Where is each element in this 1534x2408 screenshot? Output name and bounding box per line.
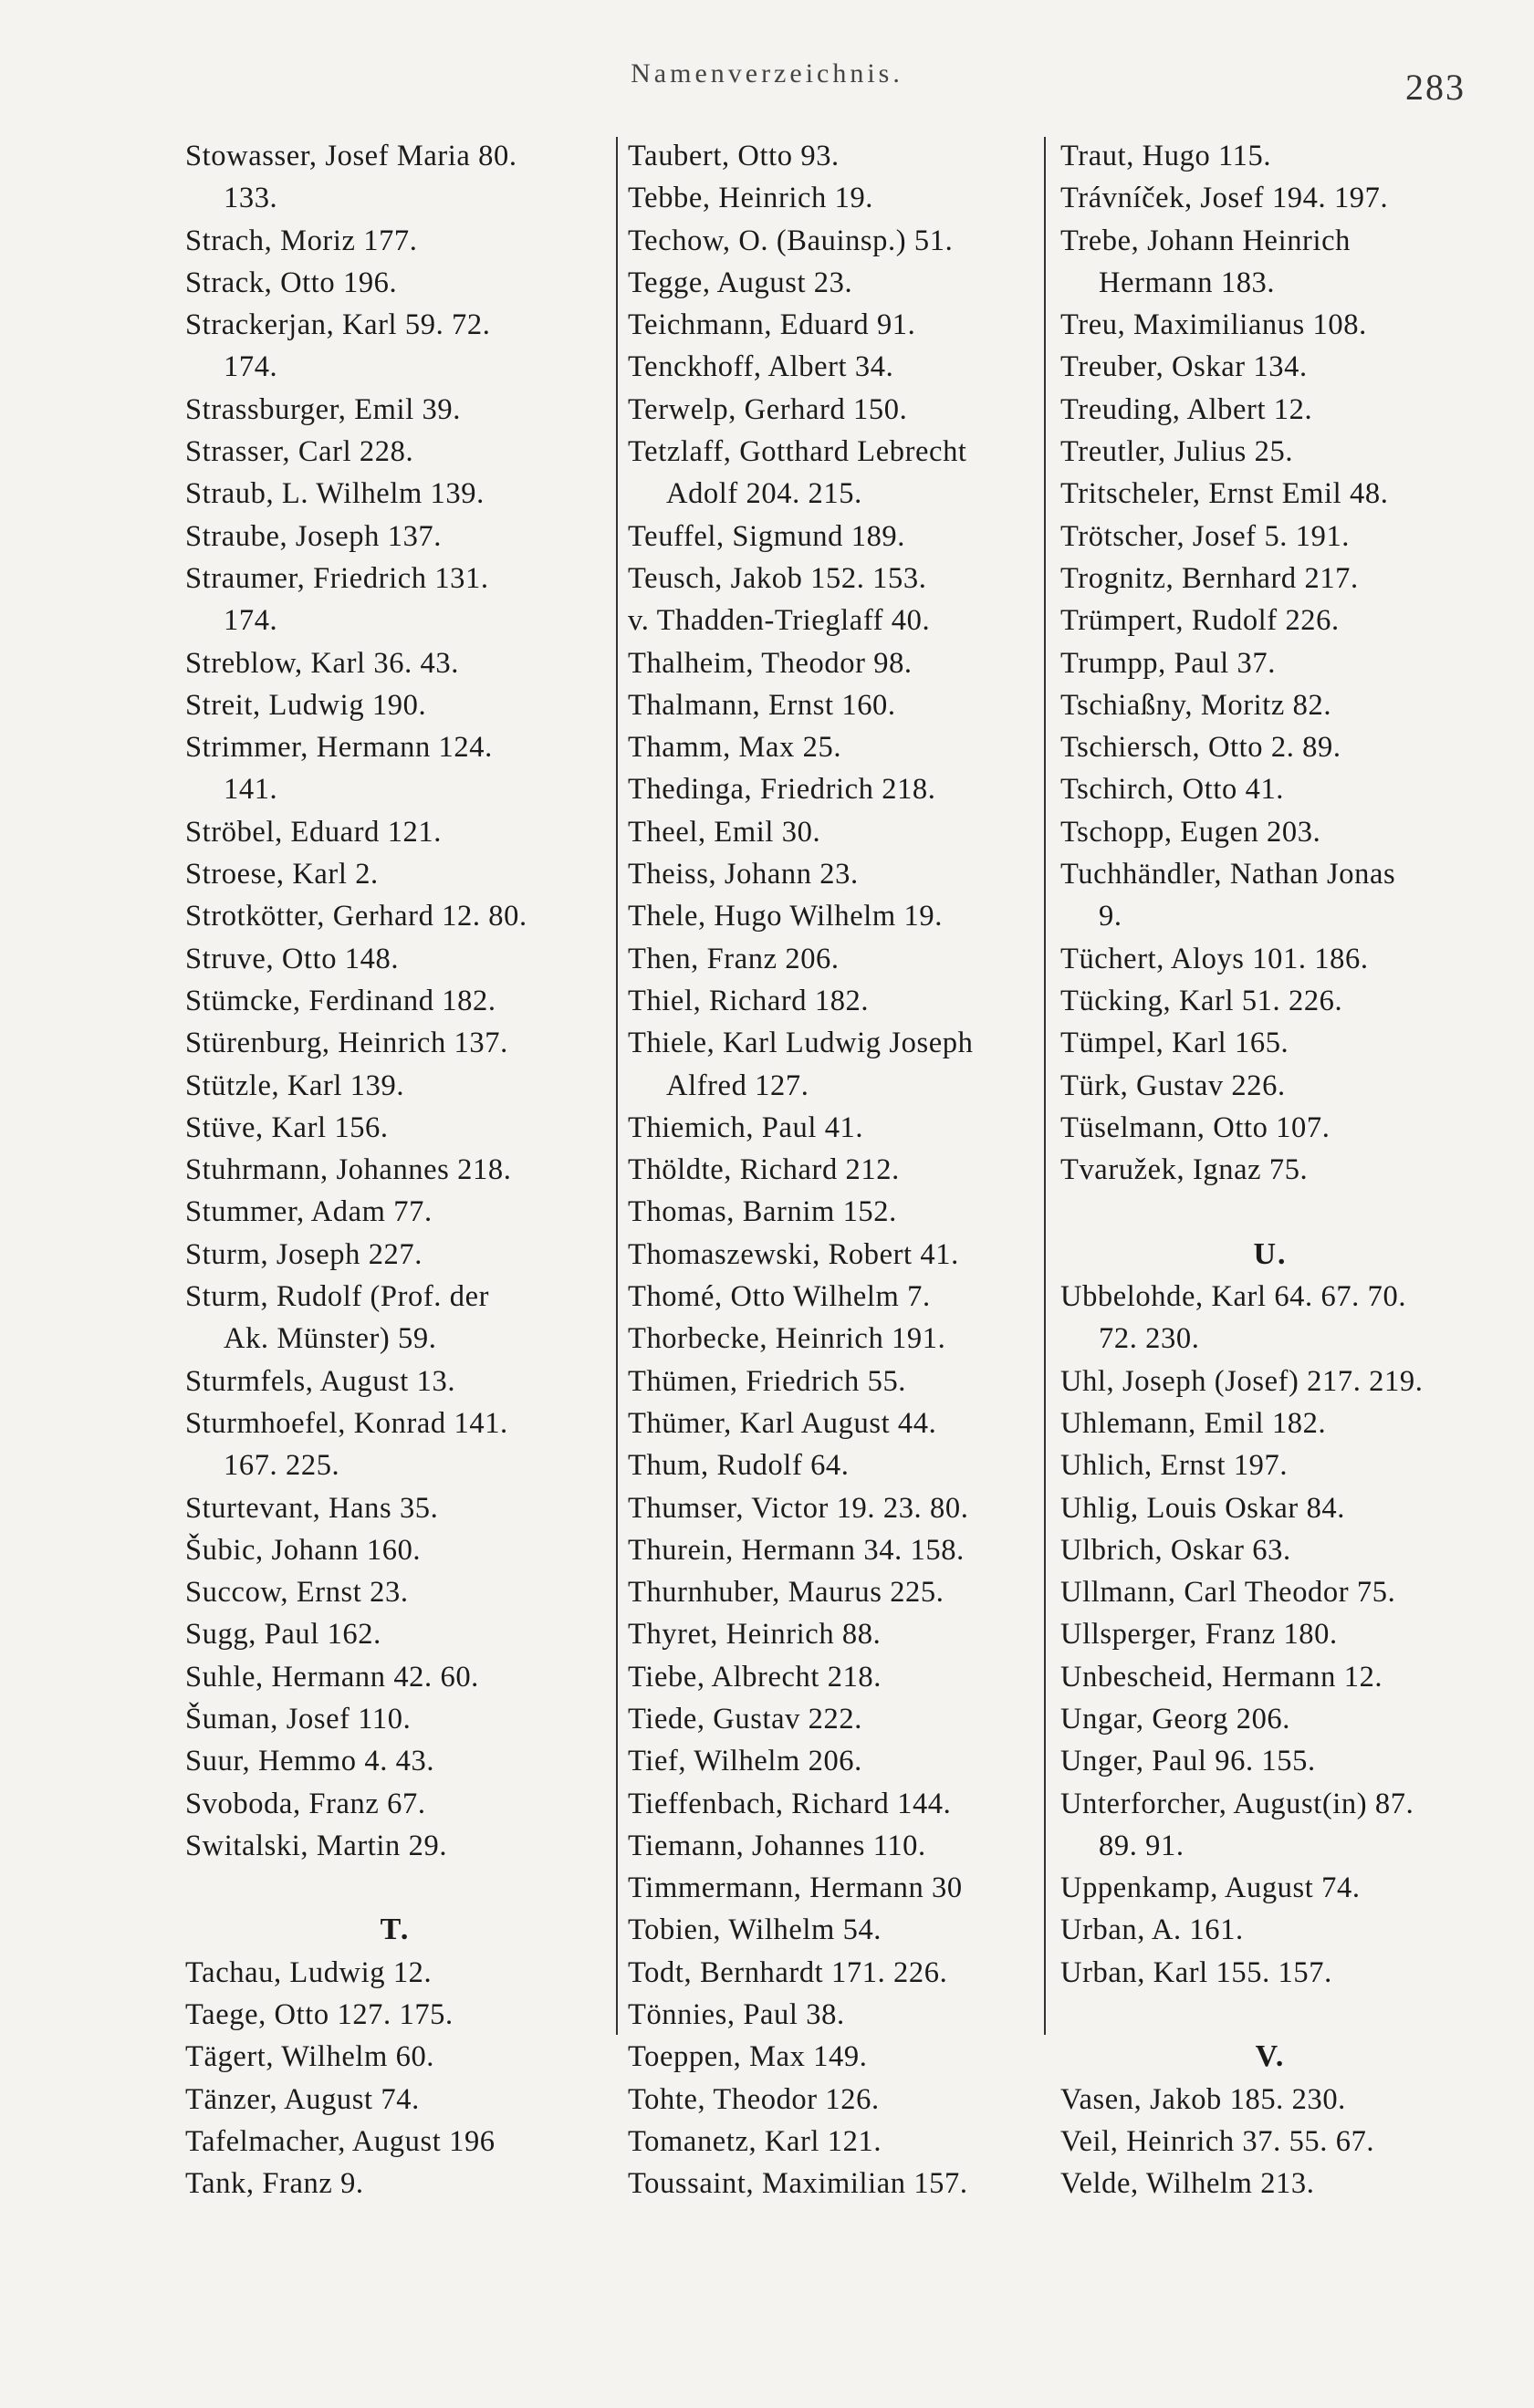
index-entry: Tafelmacher, August 196 xyxy=(185,2124,496,2158)
index-entry: v. Thadden-Trieglaff 40. xyxy=(628,604,931,638)
index-entry: Sturmhoefel, Konrad 141. xyxy=(185,1406,508,1440)
index-entry: Tiede, Gustav 222. xyxy=(628,1702,862,1736)
index-entry: Tuchhändler, Nathan Jonas xyxy=(1060,858,1396,891)
index-entry: Veil, Heinrich 37. 55. 67. xyxy=(1060,2124,1375,2158)
section-letter: V. xyxy=(1255,2039,1286,2074)
index-entry: Tiebe, Albrecht 218. xyxy=(628,1660,882,1694)
index-entry: Thedinga, Friedrich 218. xyxy=(628,773,936,807)
index-entry: Ullsperger, Franz 180. xyxy=(1060,1618,1338,1652)
index-entry: Urban, Karl 155. 157. xyxy=(1060,1955,1332,1989)
spacer xyxy=(1060,1191,1480,1233)
index-entry: Ulbrich, Oskar 63. xyxy=(1060,1533,1291,1567)
index-entry: Thalheim, Theodor 98. xyxy=(628,646,913,680)
index-entry: Šubic, Johann 160. xyxy=(185,1533,422,1567)
index-entry: Streblow, Karl 36. 43. xyxy=(185,646,459,680)
index-entry: Treuding, Albert 12. xyxy=(1060,392,1313,426)
index-entry: Tümpel, Karl 165. xyxy=(1060,1027,1289,1060)
column-divider xyxy=(616,137,618,2035)
index-entry: Tönnies, Paul 38. xyxy=(628,1998,845,2032)
index-entry: Tebbe, Heinrich 19. xyxy=(628,182,874,215)
index-entry: Straube, Joseph 137. xyxy=(185,519,442,553)
index-entry: Treu, Maximilianus 108. xyxy=(1060,308,1367,342)
index-entry: Sturtevant, Hans 35. xyxy=(185,1491,439,1525)
index-entry: Strotkötter, Gerhard 12. 80. xyxy=(185,900,527,933)
index-entry: Teusch, Jakob 152. 153. xyxy=(628,561,927,595)
index-entry: Taubert, Otto 93. xyxy=(628,140,840,172)
index-entry: Ungar, Georg 206. xyxy=(1060,1702,1290,1736)
index-entry: Thumser, Victor 19. 23. 80. xyxy=(628,1491,969,1525)
index-entry: Tiemann, Johannes 110. xyxy=(628,1829,926,1862)
index-entry: Theel, Emil 30. xyxy=(628,815,821,849)
index-entry: Tief, Wilhelm 206. xyxy=(628,1745,862,1778)
index-entry: Tobien, Wilhelm 54. xyxy=(628,1913,882,1947)
index-entry: Trávníček, Josef 194. 197. xyxy=(1060,182,1389,215)
index-column-3 xyxy=(1060,135,1480,2205)
index-entry: Uhlig, Louis Oskar 84. xyxy=(1060,1491,1345,1525)
index-entry: Taege, Otto 127. 175. xyxy=(185,1998,454,2032)
index-entry: Tschiaßny, Moritz 82. xyxy=(1060,688,1332,722)
index-entry: Thyret, Heinrich 88. xyxy=(628,1618,882,1652)
index-entry: Suhle, Hermann 42. 60. xyxy=(185,1660,479,1694)
section-letter: U. xyxy=(1253,1236,1288,1271)
index-entry: Treuber, Oskar 134. xyxy=(1060,350,1308,384)
index-entry: Thurein, Hermann 34. 158. xyxy=(628,1533,965,1567)
index-entry: Terwelp, Gerhard 150. xyxy=(628,392,908,426)
index-entry: Unger, Paul 96. 155. xyxy=(1060,1745,1316,1778)
index-entry: Sturmfels, August 13. xyxy=(185,1364,456,1398)
index-entry: Teichmann, Eduard 91. xyxy=(628,308,916,342)
index-entry: Trumpp, Paul 37. xyxy=(1060,646,1276,680)
index-entry: Thomas, Barnim 152. xyxy=(628,1195,897,1229)
index-entry: Tücking, Karl 51. 226. xyxy=(1060,984,1343,1017)
index-entry: Tschirch, Otto 41. xyxy=(1060,773,1285,807)
index-entry: Tank, Franz 9. xyxy=(185,2167,364,2201)
index-entry: Stroese, Karl 2. xyxy=(185,858,379,891)
spacer xyxy=(1060,1994,1480,2036)
index-entry: Thurnhuber, Maurus 225. xyxy=(628,1576,944,1610)
index-entry: Tegge, August 23. xyxy=(628,266,853,299)
index-entry: Strimmer, Hermann 124. xyxy=(185,731,493,765)
index-entry: Thöldte, Richard 212. xyxy=(628,1153,900,1187)
index-entry-continuation: 72. 230. xyxy=(1099,1322,1200,1356)
index-entry: Strassburger, Emil 39. xyxy=(185,392,461,426)
index-entry: Urban, A. 161. xyxy=(1060,1913,1244,1947)
index-entry: Türk, Gustav 226. xyxy=(1060,1068,1286,1102)
index-entry: Trebe, Johann Heinrich xyxy=(1060,224,1351,257)
index-entry-continuation: Adolf 204. 215. xyxy=(666,477,862,511)
index-entry: Strach, Moriz 177. xyxy=(185,224,418,257)
index-entry: Tenckhoff, Albert 34. xyxy=(628,350,894,384)
page-number: 283 xyxy=(1405,67,1466,108)
index-entry: Trümpert, Rudolf 226. xyxy=(1060,604,1340,638)
index-entry: Tänzer, August 74. xyxy=(185,2082,420,2116)
index-entry-continuation: Ak. Münster) 59. xyxy=(224,1322,437,1356)
index-entry: Tetzlaff, Gotthard Lebrecht xyxy=(628,435,967,469)
index-entry: Todt, Bernhardt 171. 226. xyxy=(628,1955,948,1989)
index-entry: Uppenkamp, August 74. xyxy=(1060,1871,1361,1905)
index-entry: Thümen, Friedrich 55. xyxy=(628,1364,907,1398)
index-entry: Traut, Hugo 115. xyxy=(1060,140,1272,172)
index-entry: Straub, L. Wilhelm 139. xyxy=(185,477,485,511)
index-entry: Tohte, Theodor 126. xyxy=(628,2082,880,2116)
index-entry: Stowasser, Josef Maria 80. xyxy=(185,140,517,172)
index-entry: Suur, Hemmo 4. 43. xyxy=(185,1745,435,1778)
index-entry-continuation: 9. xyxy=(1099,900,1122,933)
index-entry: Uhlemann, Emil 182. xyxy=(1060,1406,1327,1440)
index-entry: Stüve, Karl 156. xyxy=(185,1110,389,1144)
section-letter: T. xyxy=(380,1913,411,1947)
index-entry: Tieffenbach, Richard 144. xyxy=(628,1787,952,1820)
index-entry: Tvaružek, Ignaz 75. xyxy=(1060,1153,1309,1187)
index-entry: Stuhrmann, Johannes 218. xyxy=(185,1153,512,1187)
index-entry-continuation: Alfred 127. xyxy=(666,1068,809,1102)
index-entry-continuation: 89. 91. xyxy=(1099,1829,1184,1862)
index-entry: Vasen, Jakob 185. 230. xyxy=(1060,2082,1346,2116)
spacer xyxy=(185,1867,605,1909)
index-entry: Thiel, Richard 182. xyxy=(628,984,870,1017)
index-entry: Unbescheid, Hermann 12. xyxy=(1060,1660,1383,1694)
index-entry: Thum, Rudolf 64. xyxy=(628,1449,850,1483)
index-entry: Thalmann, Ernst 160. xyxy=(628,688,896,722)
index-entry: Ubbelohde, Karl 64. 67. 70. xyxy=(1060,1280,1407,1314)
index-entry: Theiss, Johann 23. xyxy=(628,858,859,891)
index-entry: Velde, Wilhelm 213. xyxy=(1060,2167,1315,2201)
index-entry: Straumer, Friedrich 131. xyxy=(185,561,489,595)
index-column-1 xyxy=(185,135,605,2205)
index-entry: Šuman, Josef 110. xyxy=(185,1702,412,1736)
index-entry: Strack, Otto 196. xyxy=(185,266,398,299)
index-entry: Tschopp, Eugen 203. xyxy=(1060,815,1321,849)
index-entry: Thomaszewski, Robert 41. xyxy=(628,1237,959,1271)
page-title: Namenverzeichnis. xyxy=(631,58,903,89)
index-entry: Uhlich, Ernst 197. xyxy=(1060,1449,1289,1483)
index-entry: Thamm, Max 25. xyxy=(628,731,842,765)
index-entry: Tüselmann, Otto 107. xyxy=(1060,1110,1331,1144)
index-entry-continuation: 141. xyxy=(224,773,278,807)
index-entry: Sugg, Paul 162. xyxy=(185,1618,381,1652)
index-entry: Strasser, Carl 228. xyxy=(185,435,414,469)
index-entry: Teuffel, Sigmund 189. xyxy=(628,519,906,553)
index-entry: Trognitz, Bernhard 217. xyxy=(1060,561,1359,595)
index-entry-continuation: 167. 225. xyxy=(224,1449,340,1483)
index-entry: Stützle, Karl 139. xyxy=(185,1068,405,1102)
index-entry: Uhl, Joseph (Josef) 217. 219. xyxy=(1060,1364,1424,1398)
index-entry: Stürenburg, Heinrich 137. xyxy=(185,1027,508,1060)
index-entry: Thorbecke, Heinrich 191. xyxy=(628,1322,946,1356)
index-entry: Tachau, Ludwig 12. xyxy=(185,1955,433,1989)
index-entry: Tritscheler, Ernst Emil 48. xyxy=(1060,477,1389,511)
index-entry: Svoboda, Franz 67. xyxy=(185,1787,426,1820)
index-entry: Toussaint, Maximilian 157. xyxy=(628,2167,968,2201)
index-entry: Unterforcher, August(in) 87. xyxy=(1060,1787,1414,1820)
index-entry: Tüchert, Aloys 101. 186. xyxy=(1060,942,1369,975)
index-entry: Techow, O. (Bauinsp.) 51. xyxy=(628,224,954,257)
index-entry-continuation: Hermann 183. xyxy=(1099,266,1276,299)
index-entry: Tschiersch, Otto 2. 89. xyxy=(1060,731,1341,765)
index-entry: Thümer, Karl August 44. xyxy=(628,1406,937,1440)
index-entry-continuation: 174. xyxy=(224,350,278,384)
index-entry: Thele, Hugo Wilhelm 19. xyxy=(628,900,943,933)
index-entry: Struve, Otto 148. xyxy=(185,942,400,975)
index-entry: Succow, Ernst 23. xyxy=(185,1576,409,1610)
index-column-2 xyxy=(628,135,1048,2205)
index-entry: Thiemich, Paul 41. xyxy=(628,1110,864,1144)
index-entry: Thiele, Karl Ludwig Joseph xyxy=(628,1027,974,1060)
index-entry: Sturm, Joseph 227. xyxy=(185,1237,423,1271)
index-entry-continuation: 133. xyxy=(224,182,278,215)
index-entry-continuation: 174. xyxy=(224,604,278,638)
index-entry: Tomanetz, Karl 121. xyxy=(628,2124,882,2158)
index-entry: Timmermann, Hermann 30 xyxy=(628,1871,963,1905)
index-entry: Stümcke, Ferdinand 182. xyxy=(185,984,496,1017)
index-entry: Then, Franz 206. xyxy=(628,942,840,975)
index-entry: Tägert, Wilhelm 60. xyxy=(185,2040,435,2074)
index-entry: Streit, Ludwig 190. xyxy=(185,688,427,722)
index-entry: Trötscher, Josef 5. 191. xyxy=(1060,519,1351,553)
index-entry: Toeppen, Max 149. xyxy=(628,2040,868,2074)
index-entry: Ullmann, Carl Theodor 75. xyxy=(1060,1576,1396,1610)
index-entry: Thomé, Otto Wilhelm 7. xyxy=(628,1280,931,1314)
index-entry: Sturm, Rudolf (Prof. der xyxy=(185,1280,490,1314)
index-entry: Ströbel, Eduard 121. xyxy=(185,815,442,849)
index-entry: Stummer, Adam 77. xyxy=(185,1195,433,1229)
index-entry: Strackerjan, Karl 59. 72. xyxy=(185,308,491,342)
index-entry: Switalski, Martin 29. xyxy=(185,1829,448,1862)
index-entry: Treutler, Julius 25. xyxy=(1060,435,1294,469)
